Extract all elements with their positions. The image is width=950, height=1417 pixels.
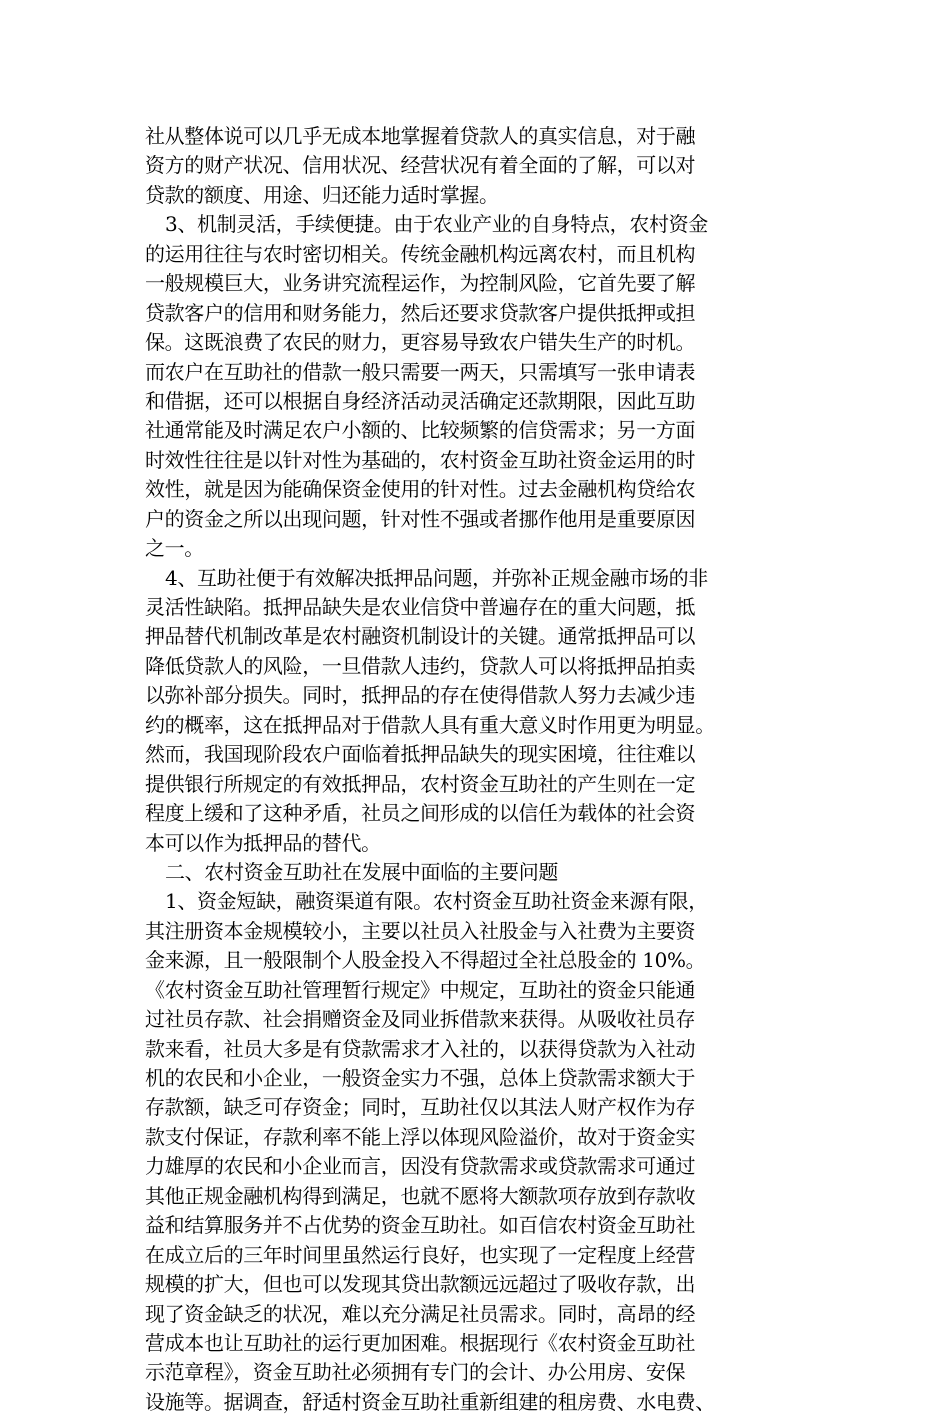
text-line: 程度上缓和了这种矛盾，社员之间形成的以信任为载体的社会资 (145, 801, 696, 826)
text-line: 约的概率，这在抵押品对于借款人具有重大意义时作用更为明显。 (145, 712, 715, 737)
text-line: 的运用往往与农时密切相关。传统金融机构远离农村，而且机构 (145, 241, 696, 266)
text-line: 以弥补部分损失。同时，抵押品的存在使得借款人努力去减少违 (145, 683, 696, 708)
text-line: 而农户在互助社的借款一般只需要一两天，只需填写一张申请表 (145, 359, 696, 384)
text-line: 规模的扩大，但也可以发现其贷出款额远远超过了吸收存款，出 (145, 1272, 696, 1297)
text-line: 之一。 (145, 536, 204, 561)
text-line: 其他正规金融机构得到满足，也就不愿将大额款项存放到存款收 (145, 1183, 696, 1208)
text-line: 营成本也让互助社的运行更加困难。根据现行《农村资金互助社 (145, 1330, 696, 1355)
text-line: 益和结算服务并不占优势的资金互助社。如百信农村资金互助社 (145, 1213, 696, 1238)
text-line: 社通常能及时满足农户小额的、比较频繁的信贷需求；另一方面 (145, 418, 696, 443)
text-line: 贷款客户的信用和财务能力，然后还要求贷款客户提供抵押或担 (145, 300, 696, 325)
paragraph-start-line: 4、互助社便于有效解决抵押品问题，并弥补正规金融市场的非 (165, 565, 708, 590)
text-line: 示范章程》，资金互助社必须拥有专门的会计、办公用房、安保 (145, 1360, 686, 1385)
text-line: 押品替代机制改革是农村融资机制设计的关键。通常抵押品可以 (145, 624, 696, 649)
text-line: 《农村资金互助社管理暂行规定》中规定，互助社的资金只能通 (145, 977, 696, 1002)
paragraph-start-line: 3、机制灵活，手续便捷。由于农业产业的自身特点，农村资金 (165, 212, 708, 237)
text-line: 款支付保证，存款利率不能上浮以体现风险溢价，故对于资金实 (145, 1124, 696, 1149)
document-page (145, 122, 807, 1417)
text-line: 过社员存款、社会捐赠资金及同业拆借款来获得。从吸收社员存 (145, 1007, 696, 1032)
text-line: 资方的财产状况、信用状况、经营状况有着全面的了解，可以对 (145, 153, 696, 178)
text-line: 力雄厚的农民和小企业而言，因没有贷款需求或贷款需求可通过 (145, 1154, 696, 1179)
text-line: 一般规模巨大，业务讲究流程运作，为控制风险，它首先要了解 (145, 271, 696, 296)
text-line: 贷款的额度、用途、归还能力适时掌握。 (145, 182, 499, 207)
text-line: 然而，我国现阶段农户面临着抵押品缺失的现实困境，往往难以 (145, 742, 696, 767)
text-line: 效性，就是因为能确保资金使用的针对性。过去金融机构贷给农 (145, 477, 696, 502)
text-line: 设施等。据调查，舒适村资金互助社重新组建的租房费、水电费、 (145, 1389, 715, 1414)
text-line: 其注册资本金规模较小，主要以社员入社股金与入社费为主要资 (145, 918, 696, 943)
text-line: 金来源，且一般限制个人股金投入不得超过全社总股金的 10%。 (145, 948, 706, 973)
text-line: 机的农民和小企业，一般资金实力不强，总体上贷款需求额大于 (145, 1066, 696, 1090)
text-line: 现了资金缺乏的状况，难以充分满足社员需求。同时，高昂的经 (145, 1301, 696, 1326)
text-line: 户的资金之所以出现问题，针对性不强或者挪作他用是重要原因 (145, 506, 696, 531)
text-line: 存款额，缺乏可存资金；同时，互助社仅以其法人财产权作为存 (145, 1095, 696, 1120)
text-line: 保。这既浪费了农民的财力，更容易导致农户错失生产的时机。 (145, 330, 696, 355)
text-line: 和借据，还可以根据自身经济活动灵活确定还款期限，因此互助 (145, 388, 696, 413)
text-line: 时效性往往是以针对性为基础的，农村资金互助社资金运用的时 (145, 447, 696, 472)
paragraph-start-line: 1、资金短缺，融资渠道有限。农村资金互助社资金来源有限， (165, 889, 708, 914)
text-line: 款来看，社员大多是有贷款需求才入社的，以获得贷款为入社动 (145, 1036, 696, 1061)
text-line: 降低贷款人的风险，一旦借款人违约，贷款人可以将抵押品拍卖 (145, 653, 696, 678)
text-line: 灵活性缺陷。抵押品缺失是农业信贷中普遍存在的重大问题，抵 (145, 595, 696, 619)
text-line: 本可以作为抵押品的替代。 (145, 830, 381, 855)
text-line: 社从整体说可以几乎无成本地掌握着贷款人的真实信息，对于融 (145, 124, 696, 148)
text-line: 在成立后的三年时间里虽然运行良好，也实现了一定程度上经营 (145, 1242, 696, 1267)
text-line: 提供银行所规定的有效抵押品，农村资金互助社的产生则在一定 (145, 771, 696, 796)
section-heading: 二、农村资金互助社在发展中面临的主要问题 (165, 859, 558, 884)
